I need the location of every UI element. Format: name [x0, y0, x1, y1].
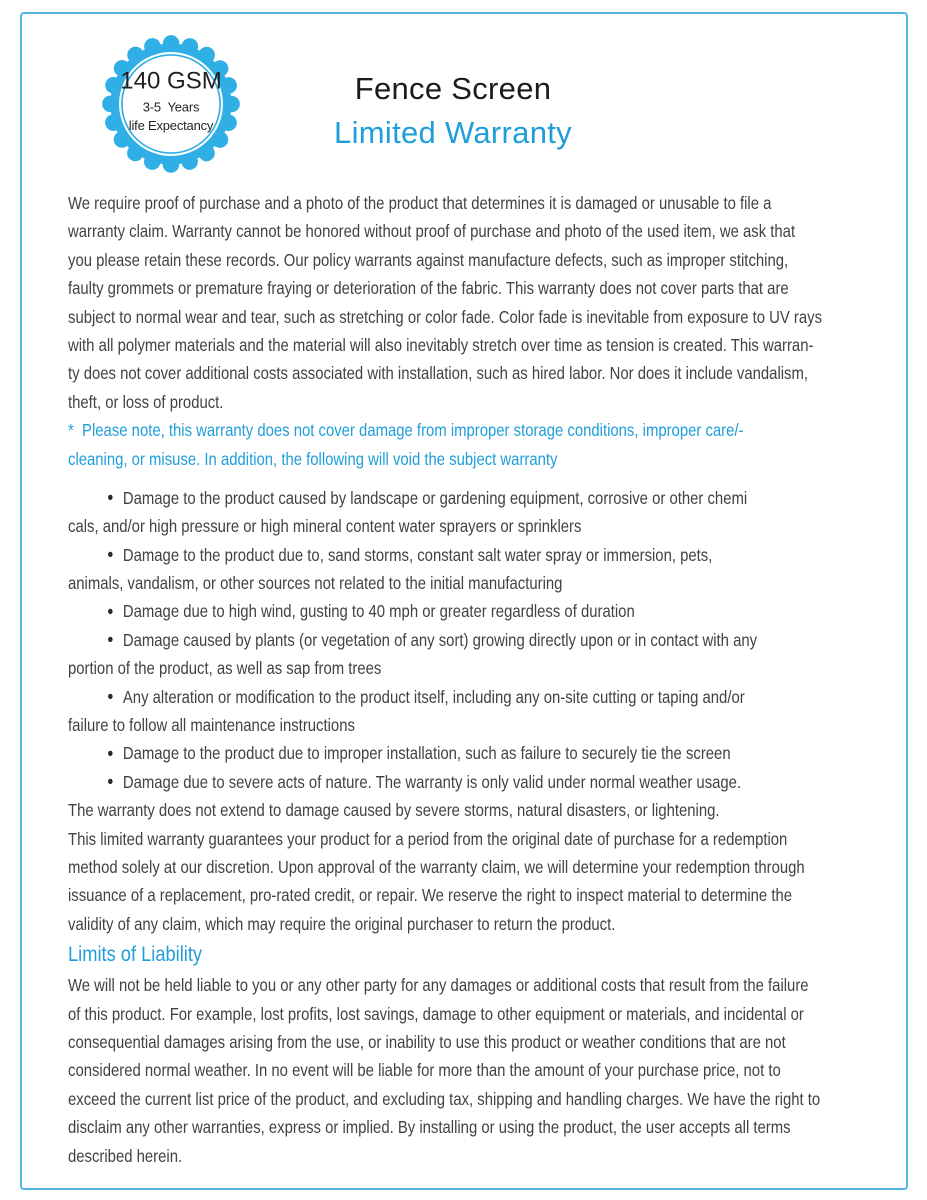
exclusion-list: [68, 484, 883, 796]
limits-of-liability-heading: Limits of Liability: [68, 942, 203, 967]
intro-paragraph: [68, 189, 883, 416]
note-line: cleaning, or misuse. In addition, the following will void the subject warranty: [68, 448, 558, 469]
bullet-icon: ●: [107, 745, 114, 760]
intro-line: with all polymer materials and the material will also inevitably stretch over time as tension is created. This warran-: [68, 334, 814, 355]
bullet-wrap-line: portion of the product, as well as sap from trees: [68, 658, 382, 679]
header: [11, 67, 895, 155]
page-title: Fence Screen: [354, 71, 552, 106]
bullet-icon: ●: [107, 774, 114, 789]
intro-line: theft, or loss of product.: [68, 391, 224, 412]
intro-line: you please retain these records. Our policy warrants against manufacture defects, such as improper stitching,: [68, 249, 789, 270]
bullet-line: ● Damage caused by plants (or vegetation of any sort) growing directly upon or in contact with any: [107, 629, 758, 650]
bullet-wrap-line: failure to follow all maintenance instructions: [68, 715, 355, 736]
bullet-wrap-line: animals, vandalism, or other sources not related to the initial manufacturing: [68, 573, 563, 594]
bullet-icon: ●: [107, 689, 114, 704]
bullet-line: ● Damage to the product due to, sand storms, constant salt water spray or immersion, pets,: [107, 544, 713, 565]
bullet-line: ● Any alteration or modification to the product itself, including any on-site cutting or taping and/or: [107, 686, 745, 707]
note-line: * Please note, this warranty does not cover damage from improper storage conditions, improper care/-: [68, 420, 744, 441]
badge-gsm-text: 140 GSM: [120, 67, 222, 95]
intro-line: subject to normal wear and tear, such as stretching or color fade. Color fade is inevitable from exposure to UV rays: [68, 306, 823, 327]
bullet-icon: ●: [107, 632, 114, 647]
liability-line: exceed the current list price of the product, and excluding tax, shipping and handling charges. We have the right to: [68, 1088, 821, 1109]
badge-expectancy-text: life Expectancy: [128, 117, 214, 133]
intro-line: ty does not cover additional costs associated with installation, such as hired labor. Nor does it include vandalism,: [68, 363, 809, 384]
liability-line: considered normal weather. In no event will be liable for more than the amount of your purchase price, not to: [68, 1060, 781, 1081]
intro-line: We require proof of purchase and a photo of the product that determines it is damaged or unusable to file a: [68, 193, 772, 213]
closing-paragraph: [68, 796, 883, 938]
closing-line: issuance of a replacement, pro-rated credit, or repair. We reserve the right to inspect material to determine the: [68, 885, 793, 906]
closing-line: validity of any claim, which may require the original purchaser to return the product.: [68, 913, 616, 934]
closing-line: method solely at our discretion. Upon approval of the warranty claim, we will determine your redemption through: [68, 856, 805, 877]
bullet-icon: ●: [107, 603, 114, 618]
liability-line: of this product. For example, lost profits, lost savings, damage to other equipment or materials, and incidental or: [68, 1003, 804, 1024]
warranty-body: [68, 189, 883, 1170]
liability-line: described herein.: [68, 1145, 183, 1166]
bullet-line: ● Damage due to severe acts of nature. The warranty is only valid under normal weather usage.: [107, 771, 742, 792]
bullet-line: ● Damage to the product caused by landscape or gardening equipment, corrosive or other chemi: [107, 487, 748, 508]
page-border: [20, 12, 908, 1190]
intro-line: faulty grommets or premature fraying or deterioration of the fabric. This warranty does not cover parts that are: [68, 278, 789, 299]
badge-years-text: 3-5 Years: [142, 99, 200, 115]
liability-line: We will not be held liable to you or any other party for any damages or additional costs that result from the failure: [68, 975, 809, 996]
closing-line: The warranty does not extend to damage caused by severe storms, natural disasters, or lightening.: [68, 800, 720, 821]
note-paragraph: [68, 416, 883, 473]
liability-line: consequential damages arising from the use, or inability to use this product or weather conditions that are not: [68, 1031, 786, 1052]
bullet-icon: ●: [107, 490, 114, 505]
closing-line: This limited warranty guarantees your product for a period from the original date of purchase for a redemption: [68, 828, 788, 849]
liability-line: disclaim any other warranties, express or implied. By installing or using the product, the user accepts all terms: [68, 1117, 791, 1138]
bullet-line: ● Damage to the product due to improper installation, such as failure to securely tie the screen: [107, 743, 731, 764]
bullet-icon: ●: [107, 547, 114, 562]
bullet-wrap-line: cals, and/or high pressure or high mineral content water sprayers or sprinklers: [68, 516, 582, 537]
bullet-line: ● Damage due to high wind, gusting to 40 mph or greater regardless of duration: [107, 601, 635, 622]
page-subtitle: Limited Warranty: [334, 115, 572, 150]
intro-line: warranty claim. Warranty cannot be honored without proof of purchase and photo of the used item, we ask that: [68, 221, 796, 242]
liability-paragraph: [68, 971, 883, 1170]
